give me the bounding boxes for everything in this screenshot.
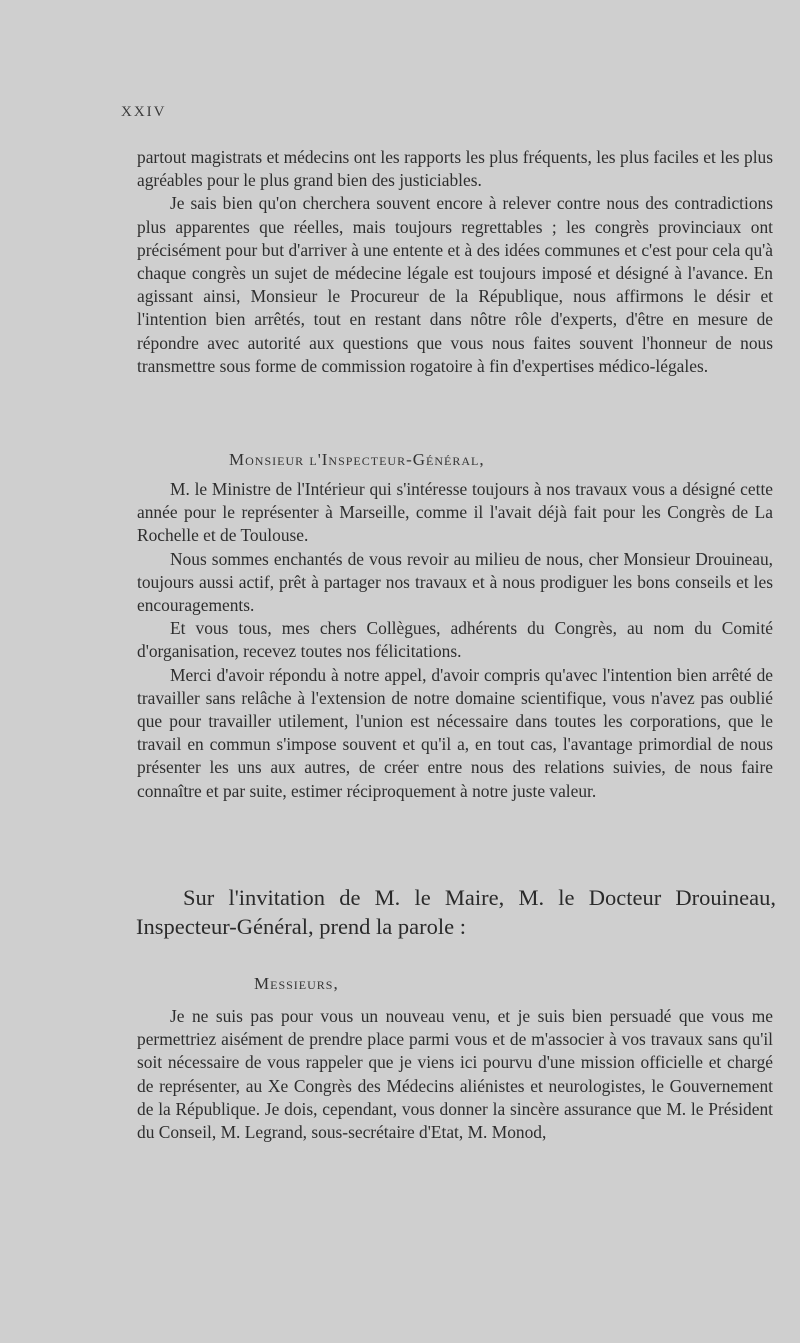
paragraph: Merci d'avoir répondu à notre appel, d'avoir compris qu'avec l'intention bien arrêté de travailler sans relâche à l'extension de notre domaine scientifique, vous n'avez pas oublié que pour travailler utilement, l'union est nécessaire dans toutes les corporations, que le travail en commun s'impose souvent et qu'il a, en tout cas, l'avantage primordial de nous présenter les uns aux autres, de créer entre nous des relations suivies, de nous faire connaître et par suite, estimer réciproquement à notre juste valeur. bbox=[137, 664, 773, 801]
paragraph: M. le Ministre de l'Intérieur qui s'intéresse toujours à nos travaux vous a désigné cette année pour le représenter à Marseille, comme il l'avait déjà fait pour les Congrès de La Rochelle et de Toulouse. bbox=[137, 479, 773, 546]
text-block-3 bbox=[137, 1005, 773, 1144]
salutation-inspector: Monsieur l'Inspecteur-Général, bbox=[229, 450, 485, 469]
text-block-1 bbox=[137, 146, 773, 378]
page-number: XXIV bbox=[121, 104, 167, 120]
paragraph: Je ne suis pas pour vous un nouveau venu, et je suis bien persuadé que vous me permettriez aisément de prendre place parmi vous et de m'associer à vos travaux sans qu'il soit nécessaire de vous rappeler que je viens ici pourvu d'une mission officielle et chargé de représenter, au Xe Congrès des Médecins aliénistes et neurologistes, le Gouvernement de la République. Je dois, cependant, vous donner la sincère assurance que M. le Président du Conseil, M. Legrand, sous-secrétaire d'Etat, M. Monod, bbox=[137, 1006, 773, 1143]
paragraph: Nous sommes enchantés de vous revoir au milieu de nous, cher Monsieur Drouineau, toujours aussi actif, prêt à partager nos travaux et à nous prodiguer les bons conseils et les encouragements. bbox=[137, 548, 773, 616]
paragraph: Et vous tous, mes chers Collègues, adhérents du Congrès, au nom du Comité d'organisation, recevez toutes nos félicitations. bbox=[137, 618, 773, 662]
speaker-intro-line-1: Sur l'invitation de M. le Maire, M. le Docteur Drouineau, bbox=[183, 885, 776, 910]
speaker-intro-line-2: Inspecteur-Général, prend la parole : bbox=[136, 914, 467, 939]
text-block-2 bbox=[137, 478, 773, 803]
paragraph: partout magistrats et médecins ont les rapports les plus fréquents, les plus faciles et les plus agréables pour le plus grand bien des justiciables. bbox=[137, 147, 773, 191]
salutation-gentlemen: Messieurs, bbox=[254, 974, 339, 993]
speaker-intro bbox=[136, 883, 776, 941]
paragraph: Je sais bien qu'on cherchera souvent encore à relever contre nous des contradictions plus apparentes que réelles, mais toujours regrettables ; les congrès provinciaux ont précisément pour but d'arriver à une entente et à des idées communes et c'est pour cela qu'à chaque congrès un sujet de médecine légale est toujours imposé et désigné à l'avance. En agissant ainsi, Monsieur le Procureur de la République, nous affirmons le désir et l'intention bien arrêtés, tout en restant dans nôtre rôle d'experts, d'être en mesure de répondre avec autorité aux questions que vous nous faites souvent l'honneur de nous transmettre sous forme de commission rogatoire à fin d'expertises médico-légales. bbox=[137, 193, 773, 376]
